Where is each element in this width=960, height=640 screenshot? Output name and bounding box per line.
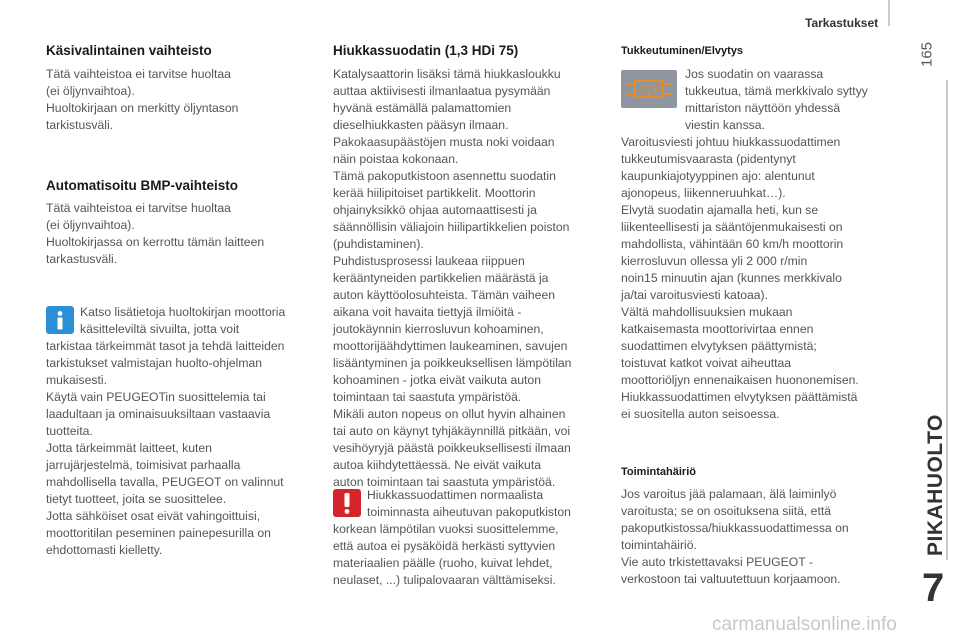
particle-filter-warning-light-icon (621, 70, 677, 108)
clogging-first: Jos suodatin on vaarassa tukkeutua, tämä merkkivalo syttyy mittariston näyttöön yhdessä viestin kanssa. (685, 67, 868, 132)
section-label: Tarkastukset (805, 16, 879, 30)
particle-filter-title: Hiukkassuodatin (1,3 HDi 75) (333, 43, 519, 58)
page-number: 165 (918, 41, 936, 68)
particle-filter-text: Katalysaattorin lisäksi tämä hiukkasloukku auttaa aktiivisesti ilmanlaatua pysymään hyvänä estämällä palamattomien dieselhiukkasten pääsyn ilmaan. Pakokaasupäästöjen musta noki voidaan näin poistaa kokonaan. Tämä pakoputkistoon asennettu suodatin kerää hiilipitoiset partikkelit. Moottorin ohjainyksikkö ohjaa automaattisesti ja säännöllisin väliajoin hiilipartikkelien poiston (puhdistaminen). Puhdistusprosessi laukeaa riippuen kerääntyneiden partikkelien määrästä ja auton käyttöolosuhteista. Tämän vaiheen aikana voit havaita tiettyjä ilmiöitä - joutokäynnin kierrosluvun kohoaminen, moottorijäähdyttimen laukeaminen, savujen lisääntyminen ja poikkeuksellisen lämpötilan kohoaminen - jotka eivät vaikuta auton toimintaan tai saastuta ympäristöä. Mikäli auton nopeus on ollut hyvin alhainen tai auto on käynyt tyhjäkäynnillä pitkään, voi vesihöyryjä päästä poikkeuksellisesti ilmaan autoa kiihdytettäessä. Ne eivät vaikuta auton toimintaan tai saastuta ympäristöä. (333, 67, 572, 489)
header-divider (888, 0, 890, 26)
chapter-tab-label: PIKAHUOLTO (924, 414, 947, 556)
warning-note-first: Hiukkassuodattimen normaalista toiminnasta aiheutuvan pakoputkiston (367, 488, 571, 519)
warning-note-text: korkean lämpötilan vuoksi suosittelemme, että autoa ei pysäköidä herkästi syttyvien materiaalien päälle (ruoho, kuivat lehdet, neulaset, ...) tulipalovaaran välttämiseksi. (333, 522, 559, 587)
malfunction-title: Toimintahäiriö (621, 466, 696, 478)
malfunction-text: Jos varoitus jää palamaan, älä laiminlyö varoitusta; se on osoituksena siitä, että pakoputkistossa/hiukkassuodattimessa on toimintahäiriö. Vie auto trkistettavaksi PEUGEOT - verkostoon tai valtuutettuun korjaamoon. (621, 487, 849, 586)
manual-gearbox-title: Käsivalintainen vaihteisto (46, 43, 212, 58)
bmp-gearbox-title: Automatisoitu BMP-vaihteisto (46, 178, 239, 193)
warning-icon (333, 489, 361, 517)
info-note-first: Katso lisätietoja huoltokirjan moottoria käsitteleviltä sivuilta, jotta voit (80, 305, 286, 336)
bmp-gearbox-text: Tätä vaihteistoa ei tarvitse huoltaa (ei öljynvaihtoa). Huoltokirjassa on kerrottu tämän laitteen tarkastusväli. (46, 201, 265, 266)
clogging-text: Varoitusviesti johtuu hiukkassuodattimen tukkeutumisvaarasta (pidentynyt kaupunkiajotyyppinen ajo: alentunut ajonopeus, liikenneruuhkat…). Elvytä suodatin ajamalla heti, kun se liikenteellisesti ja sääntöjenmukaisesti on mahdollista, vähintään 60 km/h moottorin kierrosluvun ollessa yli 2 000 r/min noin15 minuutin ajan (kunnes merkkivalo ja/tai varoitusviesti katoaa). Vältä mahdollisuuksien mukaan katkaisemasta moottorivirtaa ennen suodattimen elvytyksen päättymistä; toistuvat katkot voivat aiheuttaa moottoriöljyn ennenaikaisen huononemisen. Hiukkassuodattimen elvytyksen päättämistä ei suositella auton seisoessa. (621, 135, 859, 421)
manual-gearbox-text: Tätä vaihteistoa ei tarvitse huoltaa (ei öljynvaihtoa). Huoltokirjaan on merkitty öljyntason tarkistusväli. (46, 67, 239, 132)
watermark: carmanualsonline.info (712, 614, 897, 635)
clogging-title: Tukkeutuminen/Elvytys (621, 45, 744, 57)
info-note-text: tarkistaa tärkeimmät tasot ja tehdä laitteiden tarkistukset valmistajan huolto-ohjelman mukaisesti. Käytä vain PEUGEOTin suosittelemia tai laadultaan ja ominaisuuksiltaan vastaavia tuotteita. Jotta tärkeimmät laitteet, kuten jarrujärjestelmä, toimisivat parhaalla mahdollisella tavalla, PEUGEOT on valinnut tietyt tuotteet, joita se suosittelee. Jotta sähköiset osat eivät vahingoittuisi, moottoritilan peseminen painepesurilla on ehdottomasti kielletty. (46, 339, 285, 557)
chapter-number: 7 (922, 566, 945, 610)
info-icon (46, 306, 74, 334)
